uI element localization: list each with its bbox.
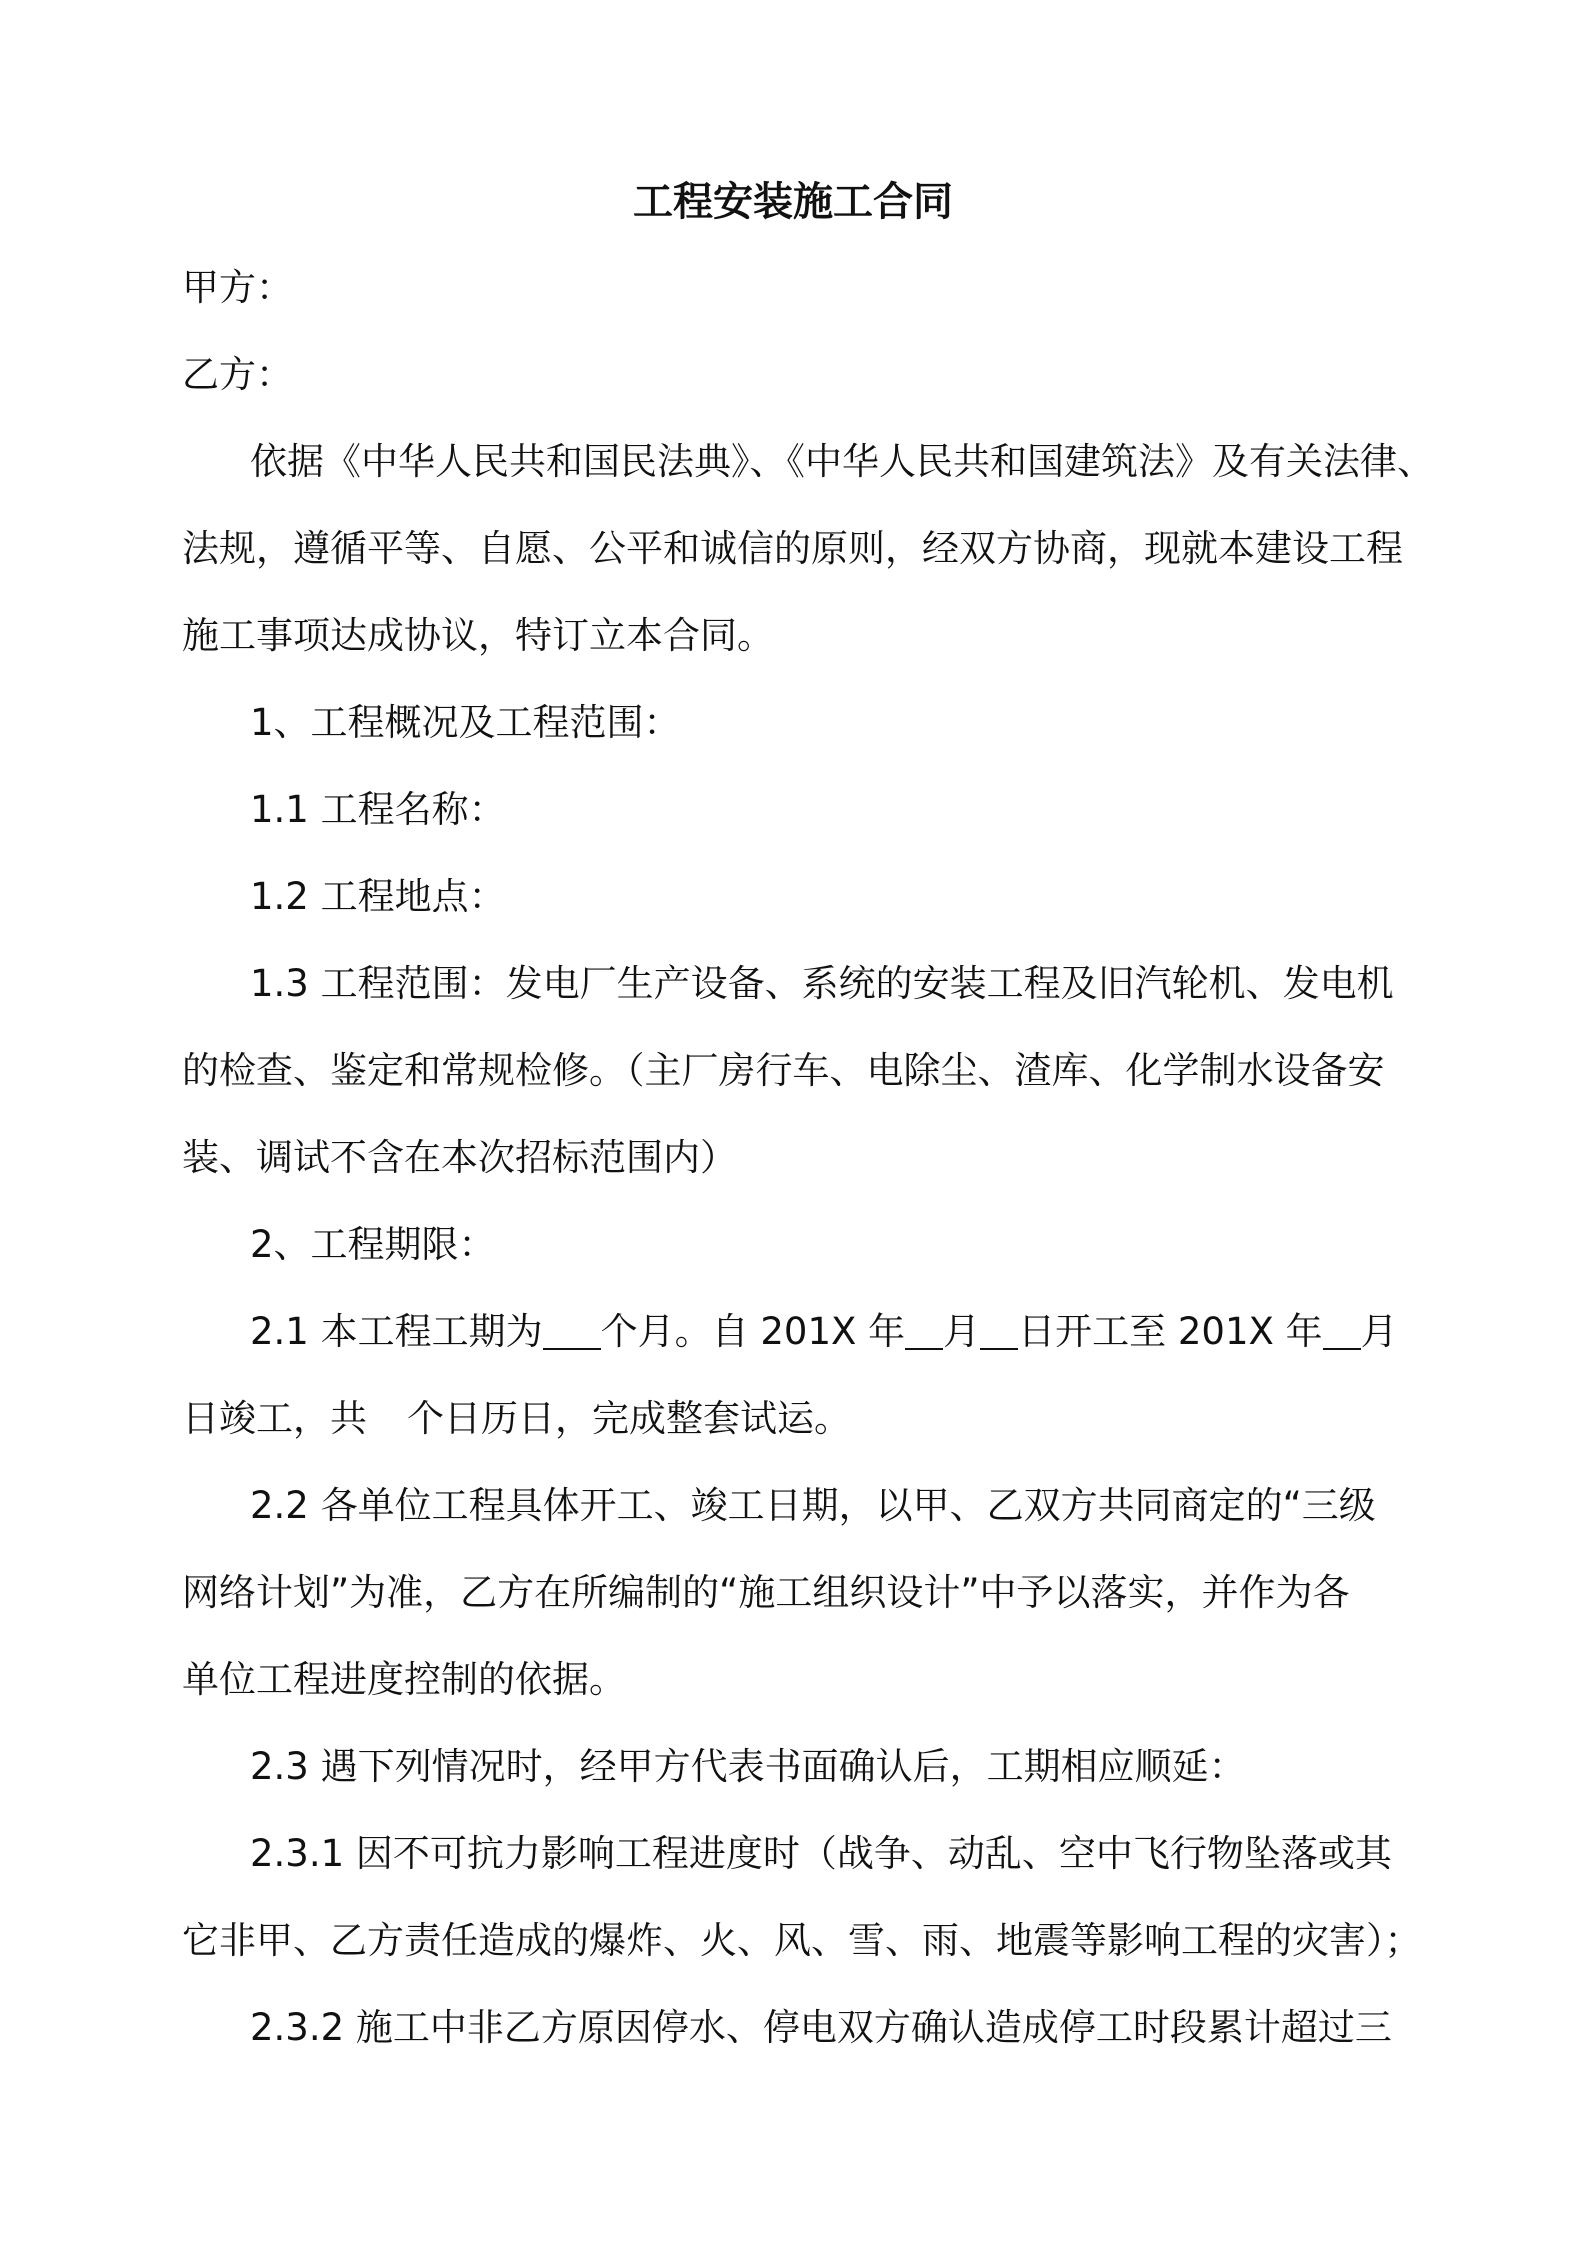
clause-2-3: 2.3 遇下列情况时，经甲方代表书面确认后，工期相应顺延： xyxy=(250,1745,1246,1788)
clause-2-1-text-5: 月 xyxy=(1360,1310,1398,1353)
blank-start-month xyxy=(905,1308,943,1350)
clause-2-2-line-3: 单位工程进度控制的依据。 xyxy=(182,1658,626,1701)
clause-1-3-line-1: 1.3 工程范围：发电厂生产设备、系统的安装工程及旧汽轮机、发电机 xyxy=(250,962,1394,1005)
clause-2-1-text-3: 月 xyxy=(943,1310,981,1353)
clause-2-1-line-2 xyxy=(182,1389,1422,1449)
clause-1-3-line-3: 装、调试不含在本次招标范围内） xyxy=(182,1136,737,1179)
intro-line-1: 依据《中华人民共和国民法典》、《中华人民共和国建筑法》及有关法律、 xyxy=(250,440,1434,483)
clause-2-1-text-6: 日竣工，共 xyxy=(182,1397,367,1440)
intro-line-3: 施工事项达成协议，特订立本合同。 xyxy=(182,614,774,657)
blank-end-month xyxy=(1323,1308,1361,1350)
blank-months xyxy=(543,1308,601,1350)
clause-2-1-text-4: 日开工至 201X 年 xyxy=(1018,1310,1323,1353)
clause-1-1: 1.1 工程名称： xyxy=(250,788,506,831)
clause-2-1-text-2: 个月。自 201X 年 xyxy=(600,1310,906,1353)
clause-2-3-1-line-1: 2.3.1 因不可抗力影响工程进度时（战争、动乱、空中飞行物坠落或其 xyxy=(250,1832,1392,1875)
blank-start-day xyxy=(980,1308,1018,1350)
document-title: 工程安装施工合同 xyxy=(633,179,953,225)
clause-2-3-1-line-2: 它非甲、乙方责任造成的爆炸、火、风、雪、雨、地震等影响工程的灾害）； xyxy=(182,1919,1422,1962)
party-b-label: 乙方： xyxy=(182,353,293,396)
clause-2-2-line-1: 2.2 各单位工程具体开工、竣工日期，以甲、乙双方共同商定的“三级 xyxy=(250,1484,1376,1527)
intro-line-2: 法规，遵循平等、自愿、公平和诚信的原则，经双方协商，现就本建设工程 xyxy=(182,527,1403,570)
clause-2-1-text-1: 2.1 本工程工期为 xyxy=(250,1310,543,1353)
clause-2-2-line-2: 网络计划”为准，乙方在所编制的“施工组织设计”中予以落实，并作为各 xyxy=(182,1571,1350,1614)
clause-2-3-2-line-1: 2.3.2 施工中非乙方原因停水、停电双方确认造成停工时段累计超过三 xyxy=(250,2006,1392,2049)
clause-2-1-line-1 xyxy=(250,1302,1490,1362)
section-2-heading: 2、工程期限： xyxy=(250,1223,496,1266)
clause-1-3-line-2: 的检查、鉴定和常规检修。（主厂房行车、电除尘、渣库、化学制水设备安 xyxy=(182,1049,1385,1092)
party-a-label: 甲方： xyxy=(182,266,293,309)
section-1-heading: 1、工程概况及工程范围： xyxy=(250,701,681,744)
clause-2-1-text-7: 个日历日，完成整套试运。 xyxy=(407,1397,851,1440)
clause-1-2: 1.2 工程地点： xyxy=(250,875,506,918)
